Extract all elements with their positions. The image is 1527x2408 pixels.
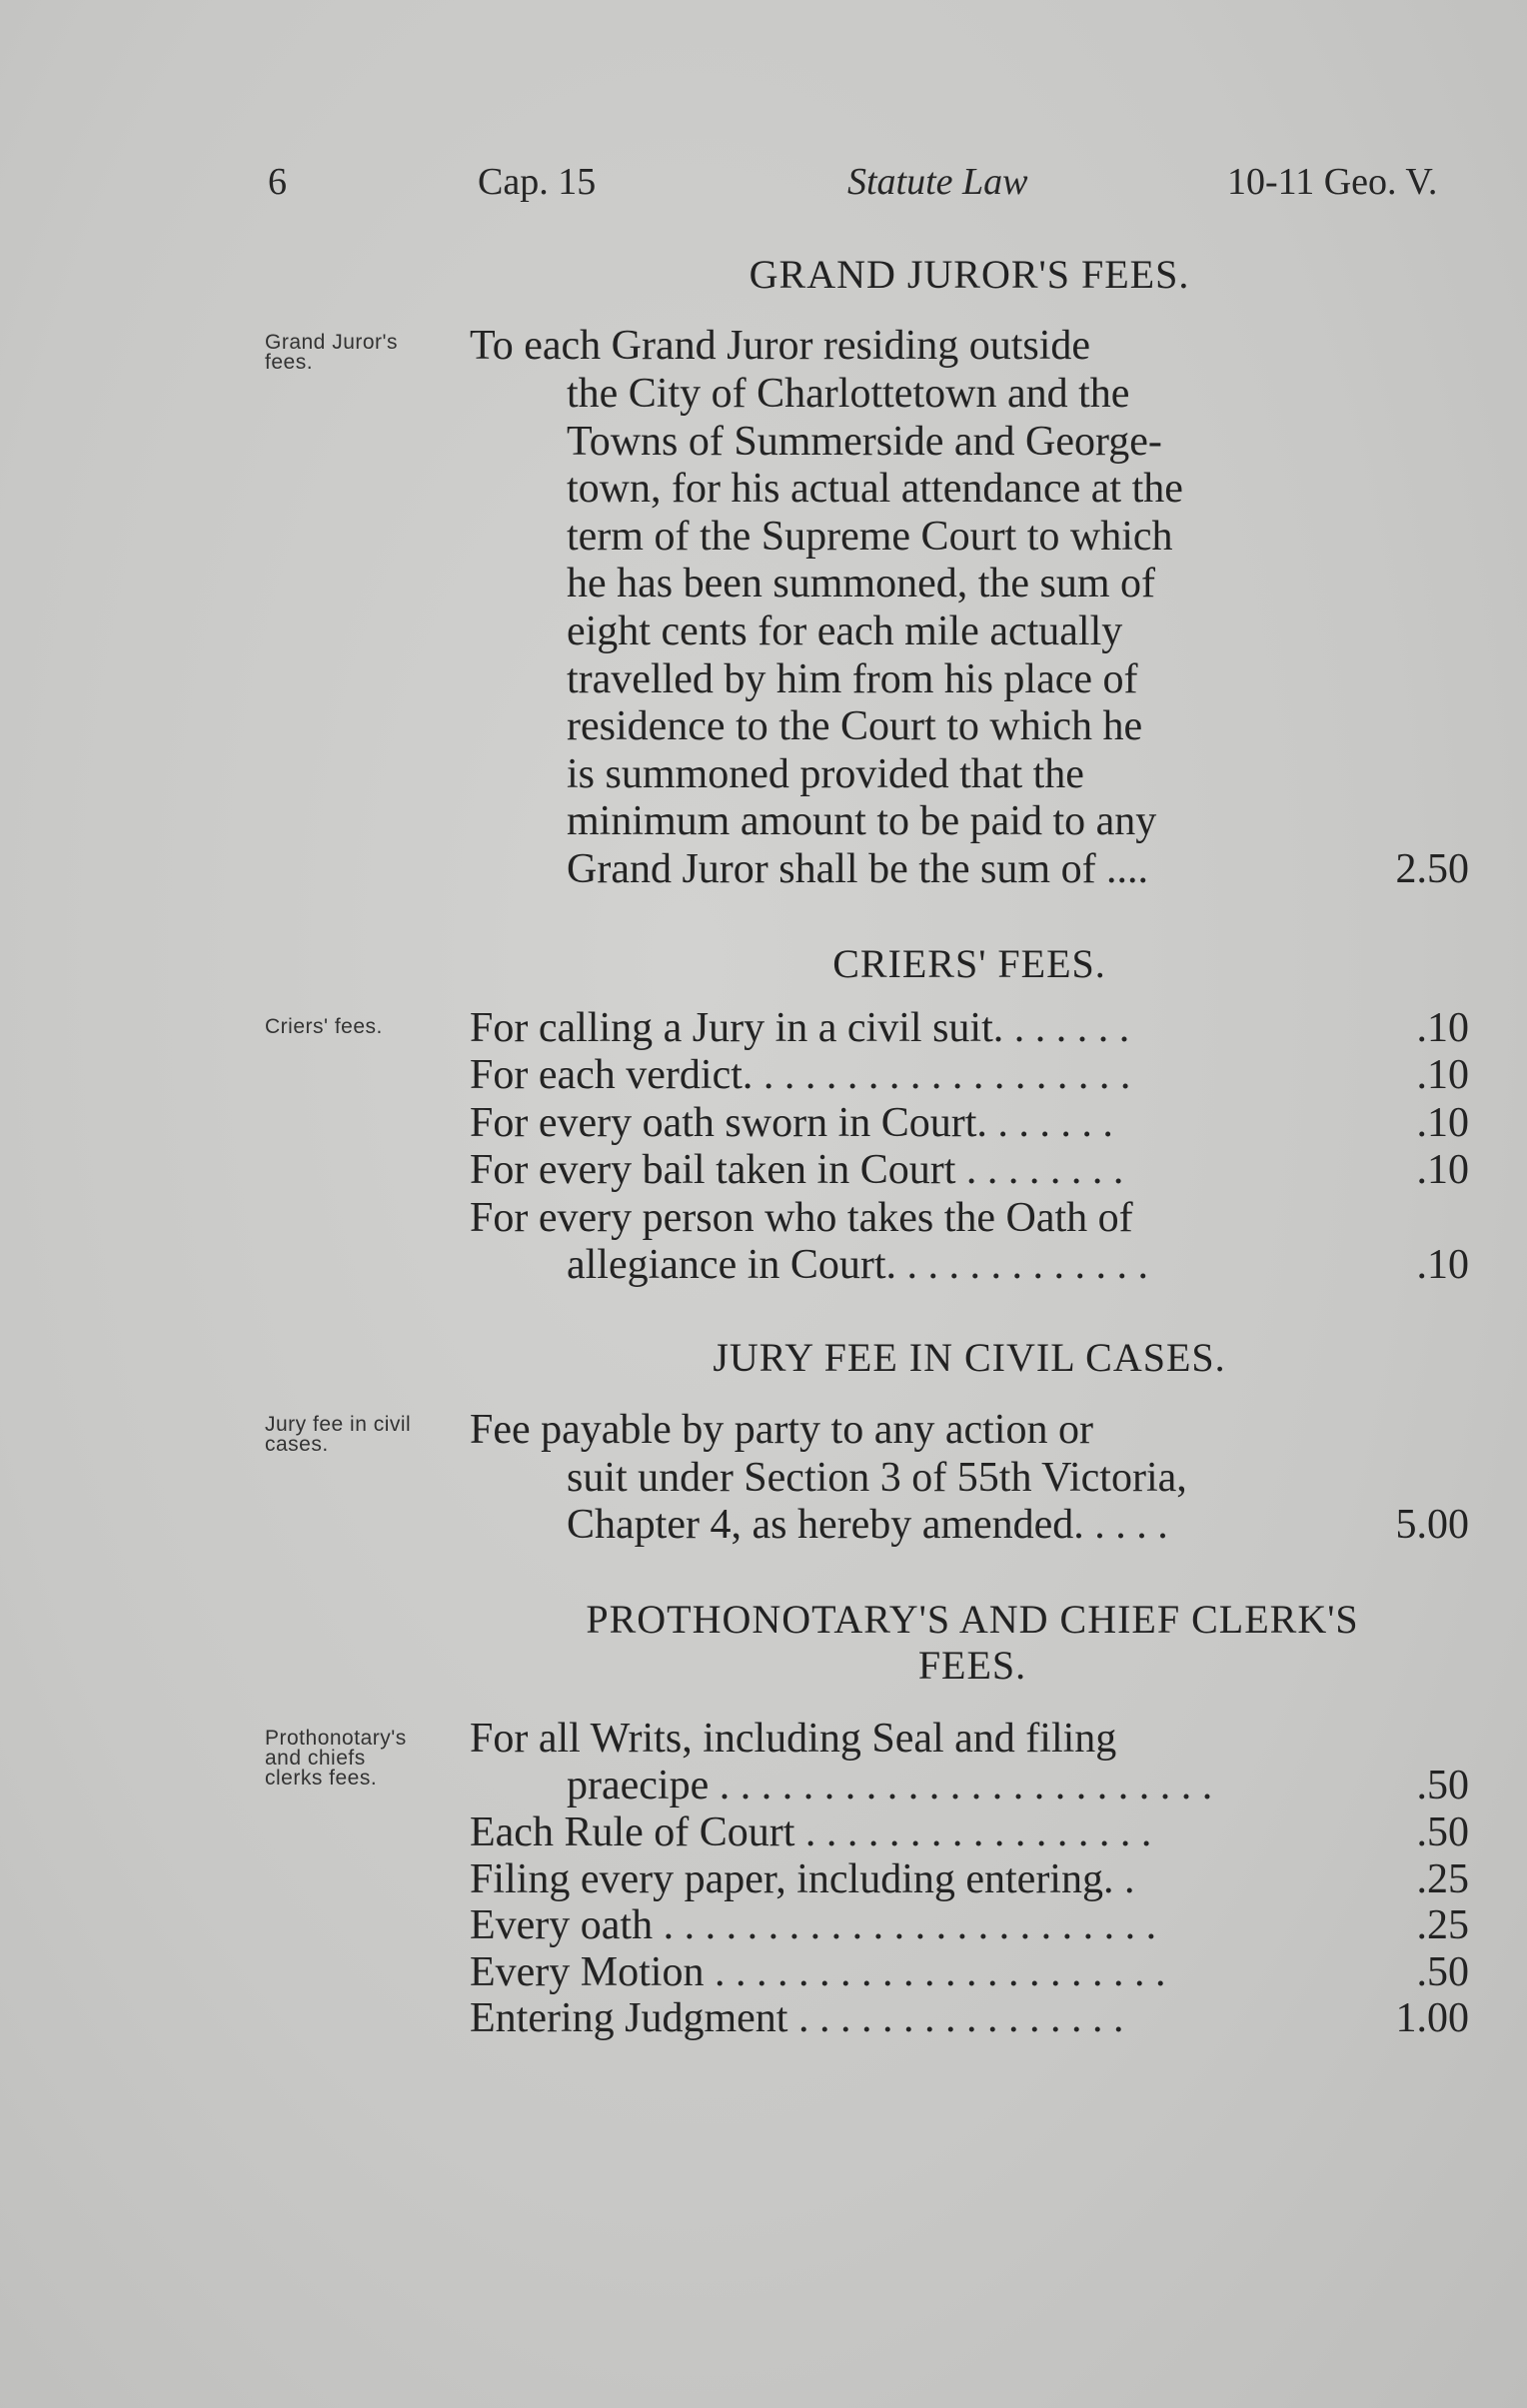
fee-amount: 5.00	[1395, 1502, 1469, 1548]
fee-item	[470, 1051, 1469, 1099]
fee-item	[470, 1146, 1469, 1194]
margin-note-line: Prothonotary's	[265, 1727, 407, 1750]
text-line	[470, 845, 1469, 893]
fee-item	[470, 1194, 1469, 1242]
section-heading-prothonotary	[468, 1597, 1477, 1689]
fee-amount: .25	[1416, 1856, 1469, 1902]
fee-item	[470, 1241, 1469, 1289]
text-line	[470, 1454, 1469, 1502]
running-header	[268, 160, 1477, 210]
text-line	[470, 418, 1469, 466]
line-text: For all Writs, including Seal and filing	[470, 1716, 1117, 1762]
fee-amount: .10	[1416, 1147, 1469, 1193]
section-heading-jury-fee: JURY FEE IN CIVIL CASES.	[713, 1335, 1226, 1380]
chapter-number: Cap. 15	[478, 161, 597, 203]
fee-item	[470, 1099, 1469, 1147]
line-text: Towns of Summerside and George-	[567, 419, 1162, 465]
fee-item	[470, 1994, 1469, 2042]
line-text: For calling a Jury in a civil suit. . . . . . .	[470, 1005, 1130, 1051]
section-heading-criers: CRIERS' FEES.	[832, 941, 1106, 986]
line-text: Each Rule of Court . . . . . . . . . . . . . . . . .	[470, 1809, 1152, 1855]
running-title: Statute Law	[847, 161, 1028, 203]
fee-amount: 2.50	[1395, 846, 1469, 892]
fee-amount: .10	[1416, 1052, 1469, 1098]
line-text: Chapter 4, as hereby amended. . . . .	[567, 1502, 1168, 1548]
line-text: suit under Section 3 of 55th Victoria,	[567, 1455, 1187, 1501]
page-number: 6	[268, 161, 287, 203]
line-text: allegiance in Court. . . . . . . . . . . . .	[567, 1242, 1149, 1288]
margin-note-line: fees.	[265, 351, 314, 374]
margin-note-line: clerks fees.	[265, 1767, 378, 1790]
line-text: For every bail taken in Court . . . . . . . .	[470, 1147, 1124, 1193]
line-text: For each verdict. . . . . . . . . . . . . . . . . . .	[470, 1052, 1131, 1098]
section-heading-grand-juror: GRAND JUROR'S FEES.	[749, 252, 1190, 297]
line-text: Fee payable by party to any action or	[470, 1407, 1093, 1453]
fee-amount: .10	[1416, 1005, 1469, 1051]
line-text: praecipe . . . . . . . . . . . . . . . . . . . . . . . .	[567, 1763, 1213, 1808]
line-text: term of the Supreme Court to which	[567, 514, 1173, 560]
line-text: eight cents for each mile actually	[567, 608, 1123, 654]
fee-amount: .10	[1416, 1242, 1469, 1288]
fee-item	[470, 1948, 1469, 1996]
fee-amount: .25	[1416, 1902, 1469, 1948]
margin-note-line: Criers' fees.	[265, 1015, 383, 1038]
fee-item	[470, 1901, 1469, 1949]
text-line	[470, 1406, 1469, 1454]
fee-item	[470, 1855, 1469, 1903]
text-line	[470, 322, 1469, 370]
margin-note-jury-fee	[265, 1415, 411, 1455]
line-text: Filing every paper, including entering. .	[470, 1856, 1135, 1902]
margin-note-line: Grand Juror's	[265, 331, 399, 354]
text-line	[470, 702, 1469, 750]
text-line	[470, 560, 1469, 607]
line-text: Grand Juror shall be the sum of ....	[567, 846, 1149, 892]
text-line	[470, 465, 1469, 513]
text-line	[470, 607, 1469, 655]
margin-note-line: cases.	[265, 1433, 329, 1456]
text-line	[470, 370, 1469, 418]
fee-amount: .50	[1416, 1949, 1469, 1995]
line-text: Entering Judgment . . . . . . . . . . . . . . . .	[470, 1995, 1124, 2041]
fee-item	[470, 1715, 1469, 1763]
line-text: To each Grand Juror residing outside	[470, 323, 1091, 369]
line-text: minimum amount to be paid to any	[567, 798, 1157, 844]
margin-note-line: and chiefs	[265, 1747, 366, 1770]
line-text: the City of Charlottetown and the	[567, 371, 1130, 417]
margin-note-line: Jury fee in civil	[265, 1413, 412, 1436]
line-text: For every oath sworn in Court. . . . . . .	[470, 1100, 1113, 1146]
line-text: residence to the Court to which he	[567, 703, 1143, 749]
line-text: is summoned provided that the	[567, 751, 1084, 797]
text-line	[470, 797, 1469, 845]
fee-item	[470, 1808, 1469, 1856]
heading-line: PROTHONOTARY'S AND CHIEF CLERK'S	[586, 1597, 1359, 1642]
line-text: Every oath . . . . . . . . . . . . . . . . . . . . . . . .	[470, 1902, 1157, 1948]
margin-note-prothonotary	[265, 1729, 407, 1789]
fee-amount: .50	[1416, 1763, 1469, 1808]
line-text: town, for his actual attendance at the	[567, 466, 1183, 512]
fee-item	[470, 1762, 1469, 1809]
fee-item	[470, 1004, 1469, 1052]
line-text: Every Motion . . . . . . . . . . . . . . . . . . . . . .	[470, 1949, 1166, 1995]
text-line	[470, 513, 1469, 561]
margin-note-criers	[265, 1017, 383, 1037]
fee-amount: 1.00	[1395, 1995, 1469, 2041]
text-line	[470, 655, 1469, 703]
margin-note-grand-juror	[265, 333, 398, 373]
heading-line: FEES.	[917, 1643, 1027, 1688]
fee-amount: .50	[1416, 1809, 1469, 1855]
line-text: For every person who takes the Oath of	[470, 1195, 1133, 1241]
regnal-year: 10-11 Geo. V.	[1227, 161, 1438, 203]
text-line	[470, 750, 1469, 798]
line-text: travelled by him from his place of	[567, 656, 1138, 702]
line-text: he has been summoned, the sum of	[567, 561, 1156, 606]
text-line	[470, 1501, 1469, 1549]
fee-amount: .10	[1416, 1100, 1469, 1146]
